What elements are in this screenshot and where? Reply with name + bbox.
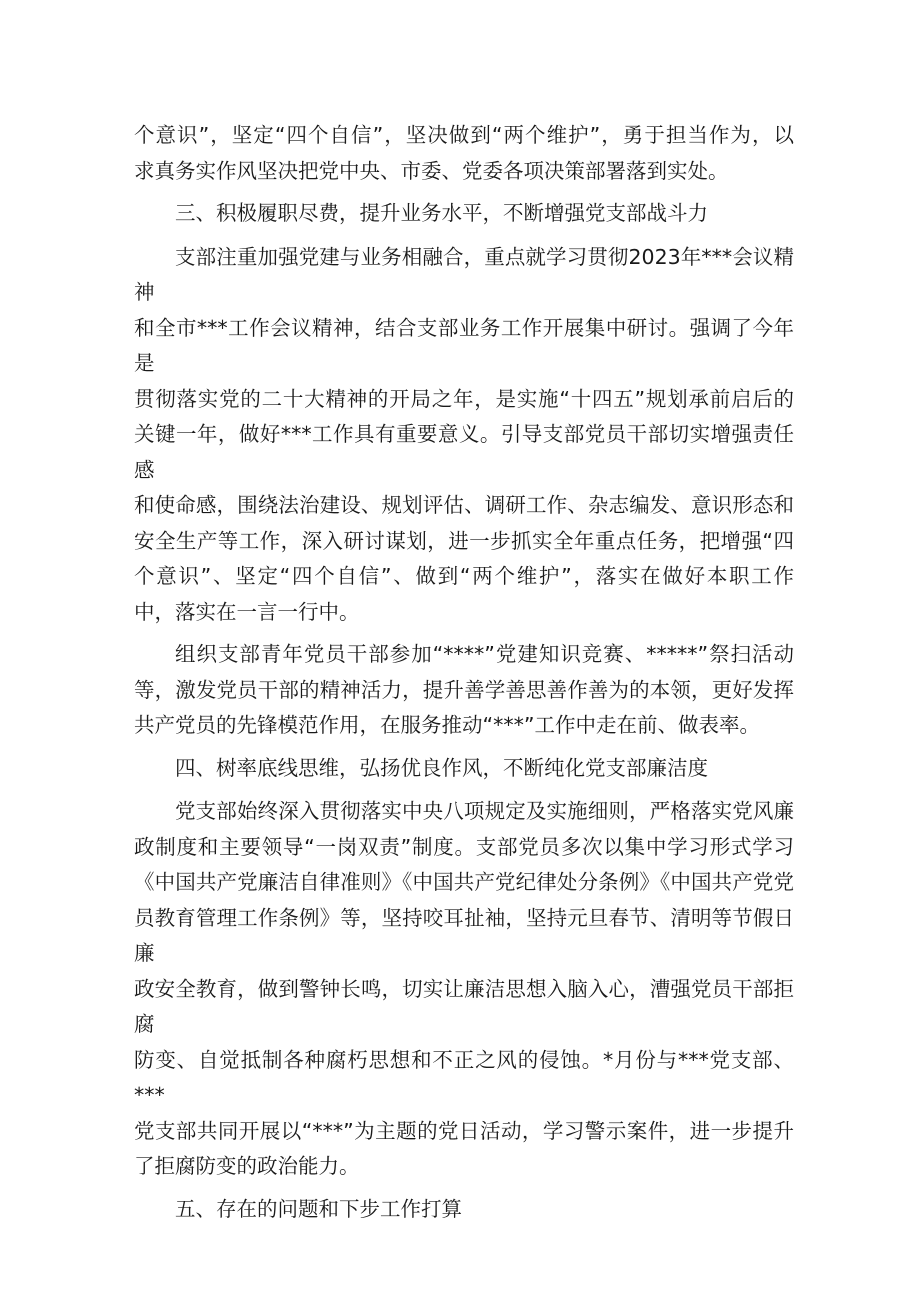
text-line: 党支部始终深入贯彻落实中央八项规定及实施细则，严格落实党风廉 <box>175 799 794 823</box>
text-line: 共产党员的先锋模范作用，在服务推动“***”工作中走在前、做表率。 <box>134 713 760 737</box>
paragraph <box>134 240 794 631</box>
section-heading-4: 四、树率底线思维，弘扬优良作风，不断纯化党支部廉洁度 <box>175 755 708 780</box>
text-line: 政制度和主要领导“一岗双责”制度。支部党员多次以集中学习形式学习 <box>134 834 794 859</box>
section-heading-5: 五、存在的问题和下步工作打算 <box>175 1196 462 1221</box>
text-line: 支部注重加强党建与业务相融合，重点就学习贯彻2023年***会议精神 <box>134 244 794 304</box>
text-line: 求真务实作风坚决把党中央、市委、党委各项决策部署落到实处。 <box>134 158 729 183</box>
text-line: 党支部共同开展以“***”为主题的党日活动，学习警示案件，进一步提升 <box>134 1118 794 1143</box>
text-line: 《中国共产党廉洁自律准则》《中国共产党纪律处分条例》《中国共产党党 <box>134 870 794 894</box>
text-line: 员教育管理工作条例》等，坚持咬耳扯袖，坚持元旦春节、清明等节假日廉 <box>134 905 794 965</box>
paragraph-continuation <box>134 118 794 189</box>
text-line: 和使命感，围绕法治建设、规划评估、调研工作、杂志编发、意识形态和 <box>134 493 794 517</box>
text-line: 等，激发党员干部的精神活力，提升善学善思善作善为的本领，更好发挥 <box>134 677 794 702</box>
text-line: 防变、自觉抵制各种腐朽思想和不正之风的侵蚀。*月份与***党支部、*** <box>134 1047 794 1107</box>
text-line: 和全市***工作会议精神，结合支部业务工作开展集中研讨。强调了今年是 <box>134 315 794 375</box>
text-line: 安全生产等工作，深入研讨谋划，进一步抓实全年重点任务，把增强“四 <box>134 528 794 553</box>
paragraph <box>134 637 794 744</box>
document-body <box>134 118 794 1235</box>
text-line: 政安全教育，做到警钟长鸣，切实让廉洁思想入脑入心，漕强党员干部拒腐 <box>134 976 794 1036</box>
paragraph <box>134 794 794 1185</box>
text-line: 个意识”，坚定“四个自信”，坚决做到“两个维护”，勇于担当作为，以 <box>134 123 794 147</box>
text-line: 了拒腐防变的政治能力。 <box>134 1154 360 1178</box>
text-line: 贯彻落实党的二十大精神的开局之年，是实施“十四五”规划承前启后的 <box>134 386 794 411</box>
text-line: 个意识”、坚定“四个自信”、做到“两个维护”，落实在做好本职工作 <box>134 564 794 588</box>
text-line: 中，落实在一言一行中。 <box>134 599 360 624</box>
text-line: 关键一年，做好***工作具有重要意义。引导支部党员干部切实增强责任感 <box>134 422 794 482</box>
section-heading-3: 三、积极履职尽费，提升业务水平，不断增强党支部战斗力 <box>175 201 708 225</box>
text-line: 组织支部青年党员干部参加“****”党建知识竞赛、*****”祭扫活动 <box>175 642 794 666</box>
